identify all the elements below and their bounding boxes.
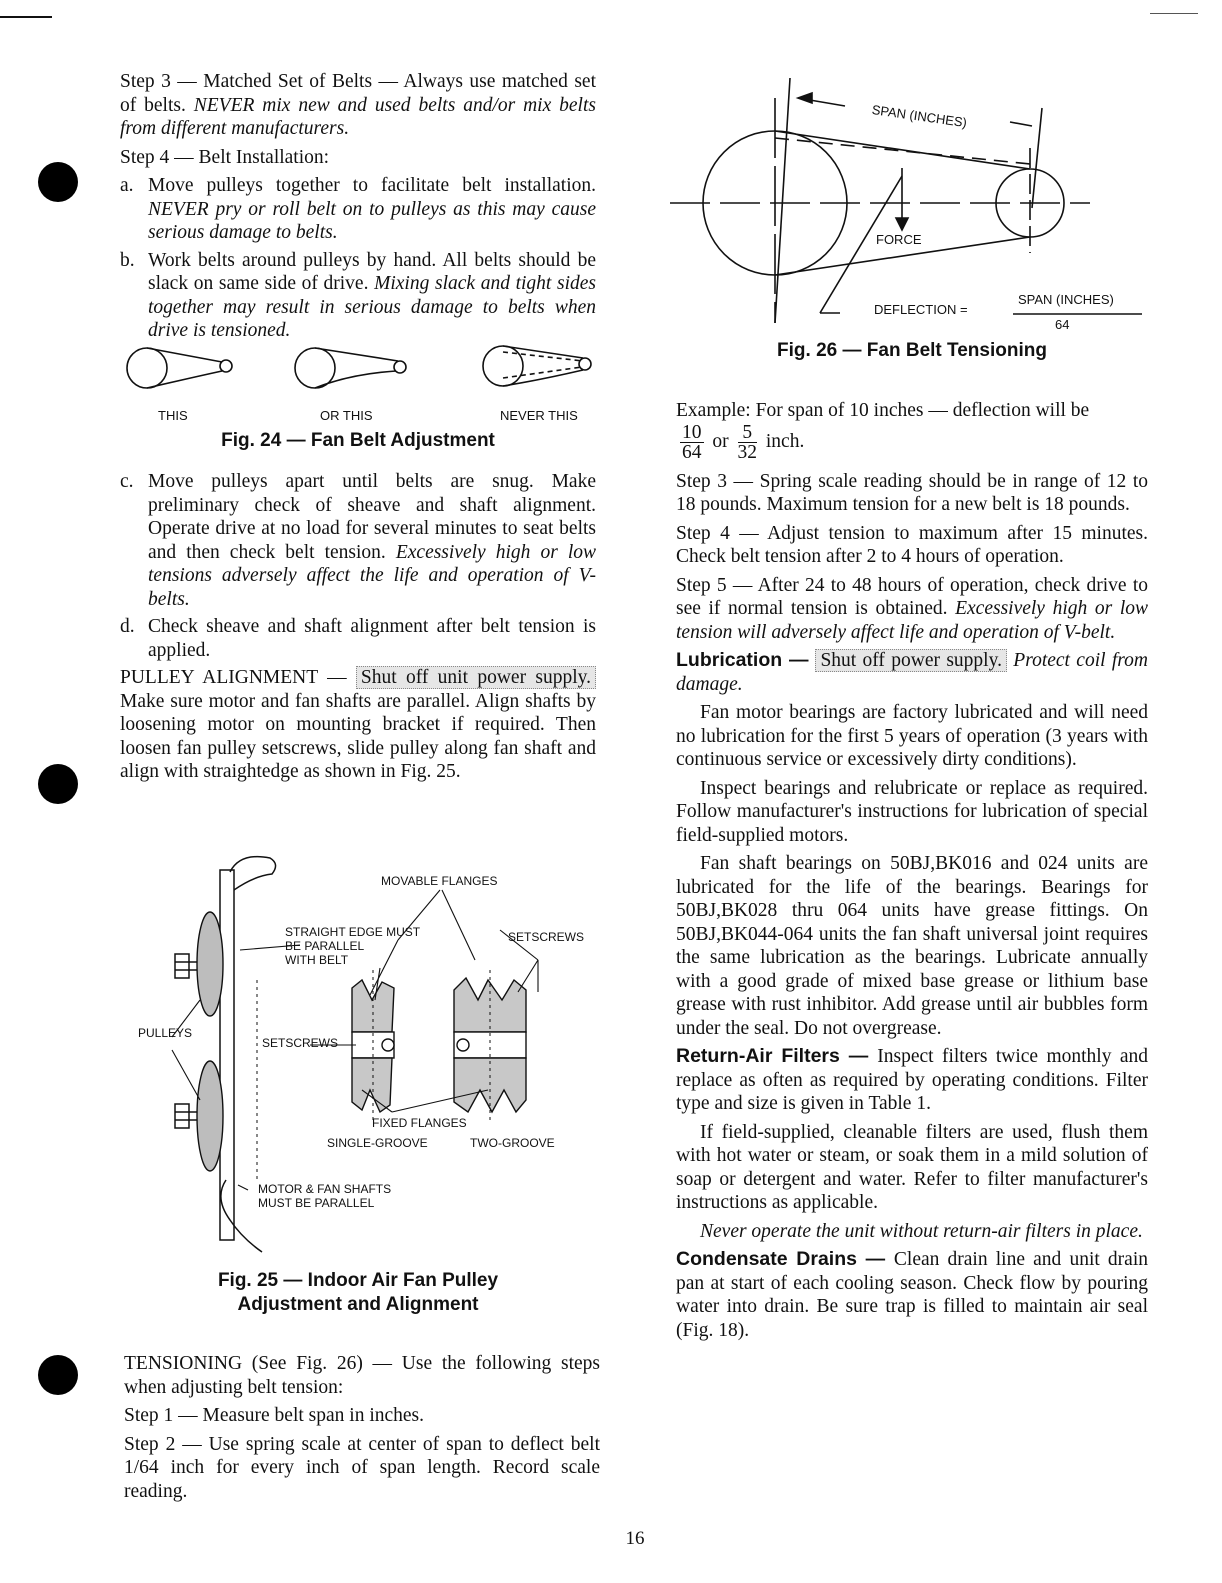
example-paragraph: Example: For span of 10 inches — deflection will be $\frac{10}{64}$ or $\frac{5}{32}$ inch. [676, 400, 1090, 463]
fig25-label-straight-edge-3: WITH BELT [285, 953, 349, 967]
pulley-alignment-paragraph: PULLEY ALIGNMENT — Shut off unit power supply. Make sure motor and fan shafts are parallel. Align shafts by loosening motor on mounting bracket if required. Then loosen fan pulley setscrews, slide pulley along fan shaft and align with straightedge as shown in Fig. 25. [120, 667, 596, 782]
fig24-label-this: THIS [158, 408, 188, 423]
fig25-caption-line1: Fig. 25 — Indoor Air Fan Pulley [217, 1270, 499, 1291]
binder-hole [38, 764, 78, 804]
tensioning-paragraph: TENSIONING (See Fig. 26) — Use the following steps when adjusting belt tension: [124, 1353, 600, 1398]
r-step5: Step 5 — After 24 to 48 hours of operation, check drive to see if normal tension is obtained. Excessively high or low tension will adversely affect life and operation of V-belt. [676, 574, 1148, 643]
right-column [676, 399, 1148, 1347]
fig24-belt-diagram [110, 340, 610, 400]
fig25-label-setscrews: SETSCREWS [508, 930, 585, 944]
lubrication-heading: Lubrication — Shut off power supply. Protect coil from damage. [676, 649, 1148, 695]
fig25-label-pulleys: PULLEYS [138, 1026, 193, 1040]
fig24-label-or-this: OR THIS [320, 408, 373, 423]
filters-paragraph-2: If field-supplied, cleanable filters are used, flush them with hot water or steam, or soak them in a mild solution of soap or detergent and water. Refer to filter manufacturer's instructions as applicable. [676, 1121, 1148, 1213]
top-rule-right [1150, 13, 1198, 14]
page-number: 16 [625, 1528, 645, 1549]
list-item-b: b. Work belts around pulleys by hand. All belts should be slack on same side of drive. Mixing slack and tight sides together may result in serious damage to belts when drive is tensioned. [120, 249, 596, 341]
lub-paragraph-2: Inspect bearings and relubricate or replace as required. Follow manufacturer's instructions for lubrication of special field-supplied motors. [676, 777, 1148, 846]
filters-paragraph: Return-Air Filters — Inspect filters twice monthly and replace as often as required by operating conditions. Filter type and size is given in Table 1. [676, 1045, 1149, 1114]
drains-paragraph: Condensate Drains — Clean drain line and unit drain pan at start of each cooling season. Check flow by pouring water into drain. Be sure trap is filled to maintain air seal (Fig. 18). [676, 1248, 1149, 1341]
lub-paragraph-1: Fan motor bearings are factory lubricated and will need no lubrication for the first 5 years of operation (3 years with continuous service or excessively dirty conditions). [676, 702, 1148, 770]
tension-step1: Step 1 — Measure belt span in inches. [124, 1405, 425, 1426]
fig26-label-force: FORCE [876, 232, 922, 247]
left-column-middle [120, 470, 596, 789]
tension-step2: Step 2 — Use spring scale at center of span to deflect belt 1/64 inch for every inch of span length. Record scale reading. [124, 1433, 600, 1502]
r-step4: Step 4 — Adjust tension to maximum after 15 minutes. Check belt tension after 2 to 4 hours of operation. [676, 522, 1148, 567]
step4-heading: Step 4 — Belt Installation: [120, 146, 330, 168]
fig25-label-two-groove: TWO-GROOVE [470, 1136, 555, 1150]
fig26-frac-num: SPAN (INCHES) [1018, 292, 1114, 307]
filters-warning: Never operate the unit without return-air filters in place. [700, 1220, 1143, 1242]
lub-paragraph-3: Fan shaft bearings on 50BJ,BK016 and 024 units are lubricated for the life of the bearings. Bearings for 50BJ,BK028 thru 064 units have grease fittings. On 50BJ,BK044-064 units the fan shaft universal joint requires the same lubrication as the bearings. Lubricate annually with a good grade of mixed base grease or lithium base grease with rust inhibitor. Add grease until air bubbles form under the seal. Do not overgrease. [676, 853, 1148, 1039]
fig24-label-never-this: NEVER THIS [500, 408, 578, 423]
fig25-caption-line2: Adjustment and Alignment [237, 1294, 479, 1315]
fig25-label-motor-shafts-2: MUST BE PARALLEL [258, 1196, 375, 1210]
fig25-label-movable-flanges: MOVABLE FLANGES [381, 874, 498, 888]
left-column-top [120, 70, 596, 347]
top-rule-left [0, 16, 52, 18]
left-column-bottom [124, 1352, 600, 1508]
r-step3: Step 3 — Spring scale reading should be in range of 12 to 18 pounds. Maximum tension for a new belt is 18 pounds. [676, 470, 1148, 515]
fraction-5-32: $\frac{5}{32}$ [737, 421, 757, 463]
fig26-label-span: SPAN (INCHES) [870, 102, 968, 131]
fig26-caption: Fig. 26 — Fan Belt Tensioning [777, 340, 1047, 361]
list-item-d: d. Check sheave and shaft alignment after belt tension is applied. [120, 616, 596, 661]
shut-off-power-callout: Shut off unit power supply. [356, 666, 596, 689]
fig25-label-motor-shafts-1: MOTOR & FAN SHAFTS [258, 1182, 392, 1196]
fraction-10-64: $\frac{10}{64}$ [682, 421, 702, 463]
fig25-label-straight-edge-2: BE PARALLEL [285, 939, 365, 953]
shut-off-power-callout-2: Shut off power supply. [815, 649, 1007, 672]
list-item-c: c. Move pulleys apart until belts are snug. Make preliminary check of sheave and shaft alignment. Operate drive at no load for several minutes to seat belts and then check belt tension. Excessively high or low tensions adversely affect the life and operation of V-belts. [120, 471, 596, 610]
fig26-label-deflection: DEFLECTION = [874, 302, 968, 317]
fig26-frac-den: 64 [1055, 317, 1070, 332]
binder-hole [38, 162, 78, 202]
fig25-label-fixed-flanges: FIXED FLANGES [372, 1116, 467, 1130]
fig25-label-single-groove: SINGLE-GROOVE [327, 1136, 428, 1150]
fig25-label-setscrews-inner: SETSCREWS [262, 1036, 339, 1050]
step3-paragraph: Step 3 — Matched Set of Belts — Always use matched set of belts. NEVER mix new and used belts and/or mix belts from different manufacturers. [120, 71, 596, 139]
binder-hole [38, 1355, 78, 1395]
list-item-a: a. Move pulleys together to facilitate belt installation. NEVER pry or roll belt on to pulleys as this may cause serious damage to belts. [120, 175, 596, 243]
fig24-caption: Fig. 24 — Fan Belt Adjustment [221, 430, 495, 451]
fig25-label-straight-edge-1: STRAIGHT EDGE MUST [285, 925, 421, 939]
